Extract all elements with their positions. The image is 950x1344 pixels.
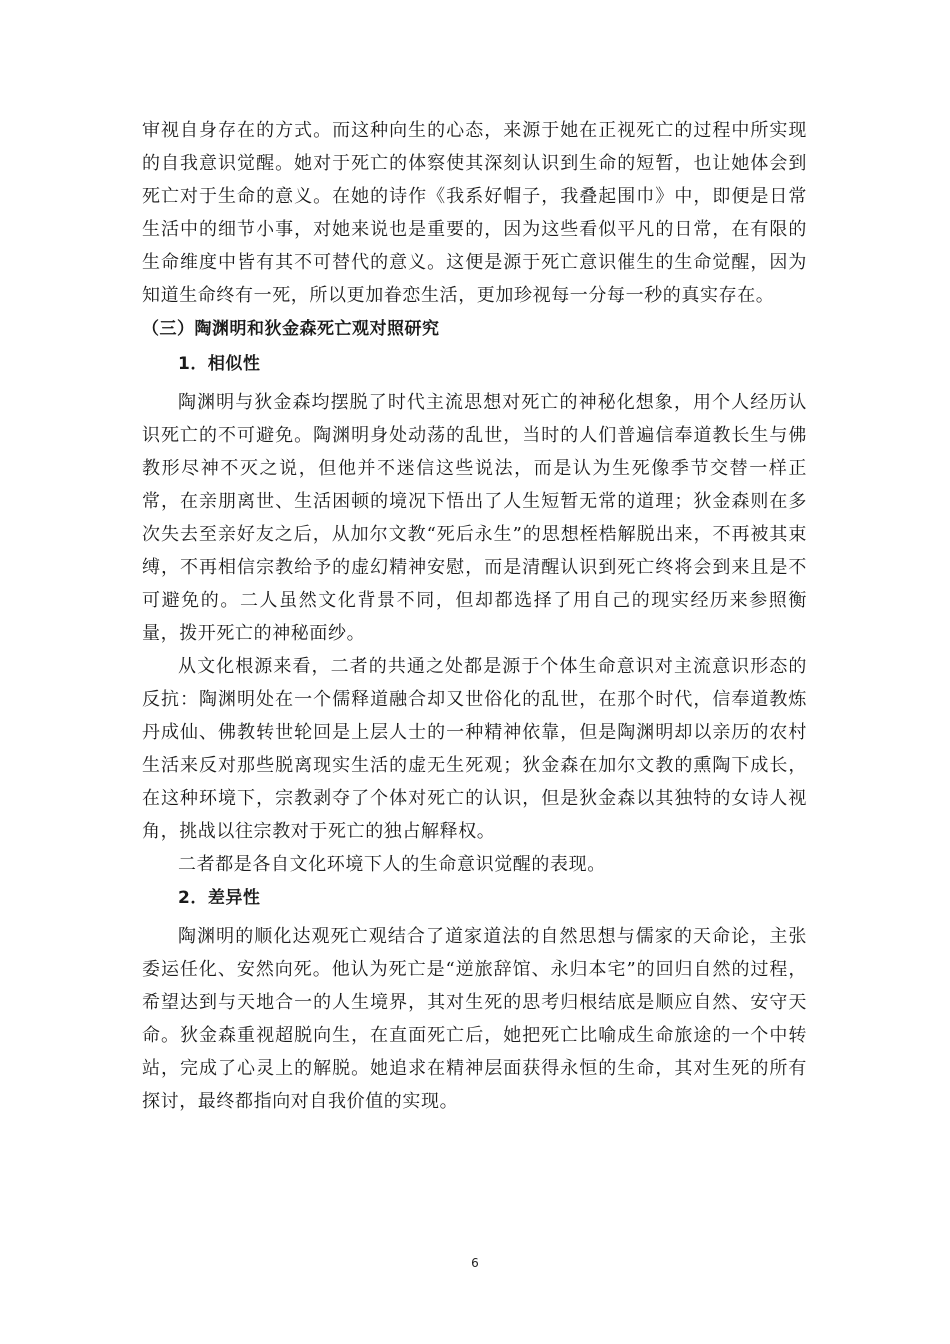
paragraph-continuation: 审视自身存在的方式。而这种向生的心态，来源于她在正视死亡的过程中所实现的自我意识觉醒。她对于死亡的体察使其深刻认识到生命的短暂，也让她体会到死亡对于生命的意义。在她的诗作《我系好帽子，我叠起围巾》中，即便是日常生活中的细节小事，对她来说也是重要的，因为这些看似平凡的日常，在有限的生命维度中皆有其不可替代的意义。这便是源于死亡意识催生的生命觉醒，因为知道生命终有一死，所以更加眷恋生活，更加珍视每一分每一秒的真实存在。	[142, 120, 807, 306]
document-body	[142, 114, 807, 1118]
subheading-similarity: 1．相似性	[178, 354, 261, 374]
paragraph-similarity-2: 从文化根源来看，二者的共通之处都是源于个体生命意识对主流意识形态的反抗：陶渊明处在一个儒释道融合却又世俗化的乱世，在那个时代，信奉道教炼丹成仙、佛教转世轮回是上层人士的一种精神依靠，但是陶渊明却以亲历的农村生活来反对那些脱离现实生活的虚无生死观；狄金森在加尔文教的熏陶下成长，在这种环境下，宗教剥夺了个体对死亡的认识，但是狄金森以其独特的女诗人视角，挑战以往宗教对于死亡的独占解释权。	[142, 656, 807, 842]
section-heading: （三）陶渊明和狄金森死亡观对照研究	[142, 319, 440, 339]
paragraph-similarity-3: 二者都是各自文化环境下人的生命意识觉醒的表现。	[178, 854, 606, 875]
paragraph-difference-1: 陶渊明的顺化达观死亡观结合了道家道法的自然思想与儒家的天命论，主张委运任化、安然向死。他认为死亡是“逆旅辞馆、永归本宅”的回归自然的过程，希望达到与天地合一的人生境界，其对生死的思考归根结底是顺应自然、安守天命。狄金森重视超脱向生，在直面死亡后，她把死亡比喻成生命旅途的一个中转站，完成了心灵上的解脱。她追求在精神层面获得永恒的生命，其对生死的所有探讨，最终都指向对自我价值的实现。	[142, 926, 807, 1112]
page-number: 6	[471, 1256, 479, 1270]
paragraph-similarity-1: 陶渊明与狄金森均摆脱了时代主流思想对死亡的神秘化想象，用个人经历认识死亡的不可避免。陶渊明身处动荡的乱世，当时的人们普遍信奉道教长生与佛教形尽神不灭之说，但他并不迷信这些说法，而是认为生死像季节交替一样正常，在亲朋离世、生活困顿的境况下悟出了人生短暂无常的道理；狄金森则在多次失去至亲好友之后，从加尔文教“死后永生”的思想桎梏解脱出来，不再被其束缚，不再相信宗教给予的虚幻精神安慰，而是清醒认识到死亡终将会到来且是不可避免的。二人虽然文化背景不同，但却都选择了用自己的现实经历来参照衡量，拨开死亡的神秘面纱。	[142, 392, 807, 644]
subheading-difference: 2．差异性	[178, 888, 261, 908]
